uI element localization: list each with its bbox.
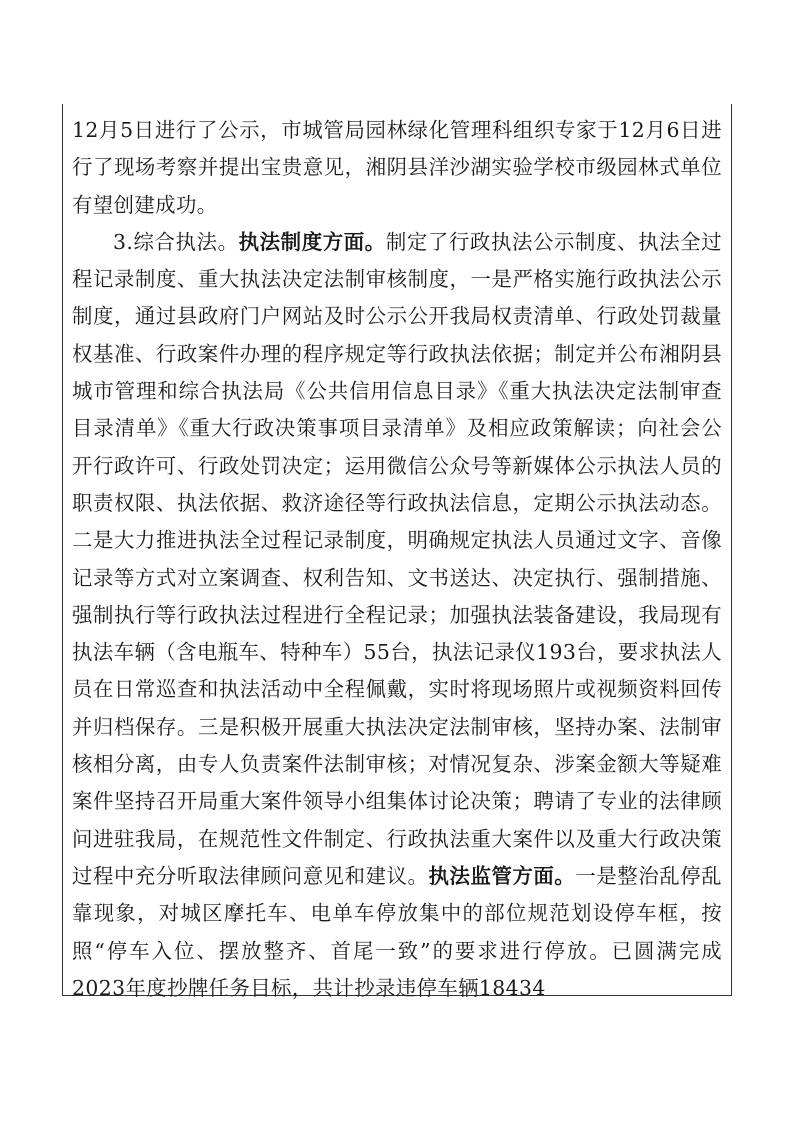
- subheading-enforcement-system: 执法制度方面。: [238, 229, 386, 254]
- paragraph-continuation: 12月5日进行了公示，市城管局园林绿化管理科组织专家于12月6日进行了现场考察并提出宝贵意见，湘阴县洋沙湖实验学校市级园林式单位有望创建成功。: [72, 118, 722, 217]
- paragraph-comprehensive-enforcement: [72, 224, 722, 1007]
- document-body: [72, 112, 722, 1007]
- enforcement-supervision-text: 一是整治乱停乱靠现象，对城区摩托车、电单车停放集中的部位规范划设停车框，按照“停车入位、摆放整齐、首尾一致”的要求进行停放。已圆满完成2023年度抄牌任务目标，共计抄录违停车辆18434: [72, 863, 722, 1000]
- enforcement-system-text: 制定了行政执法公示制度、执法全过程记录制度、重大执法决定法制审核制度，一是严格实施行政执法公示制度，通过县政府门户网站及时公示公开我局权责清单、行政处罚裁量权基准、行政案件办理的程序规定等行政执法依据；制定并公布湘阴县城市管理和综合执法局《公共信用信息目录》《重大执法决定法制审查目录清单》《重大行政决策事项目录清单》及相应政策解读；向社会公开行政许可、行政处罚决定；运用微信公众号等新媒体公示执法人员的职责权限、执法依据、救济途径等行政执法信息，定期公示执法动态。二是大力推进执法全过程记录制度，明确规定执法人员通过文字、音像记录等方式对立案调查、权利告知、文书送达、决定执行、强制措施、强制执行等行政执法过程进行全程记录；加强执法装备建设，我局现有执法车辆（含电瓶车、特种车）55台，执法记录仪193台，要求执法人员在日常巡查和执法活动中全程佩戴，实时将现场照片或视频资料回传并归档保存。三是积极开展重大执法决定法制审核，坚持办案、法制审核相分离，由专人负责案件法制审核；对情况复杂、涉案金额大等疑难案件坚持召开局重大案件领导小组集体讨论决策；聘请了专业的法律顾问进驻我局，在规范性文件制定、行政执法重大案件以及重大行政决策过程中充分听取法律顾问意见和建议。: [72, 229, 722, 888]
- section-heading: 3.综合执法。: [113, 229, 239, 254]
- subheading-enforcement-supervision: 执法监管方面。: [428, 863, 576, 888]
